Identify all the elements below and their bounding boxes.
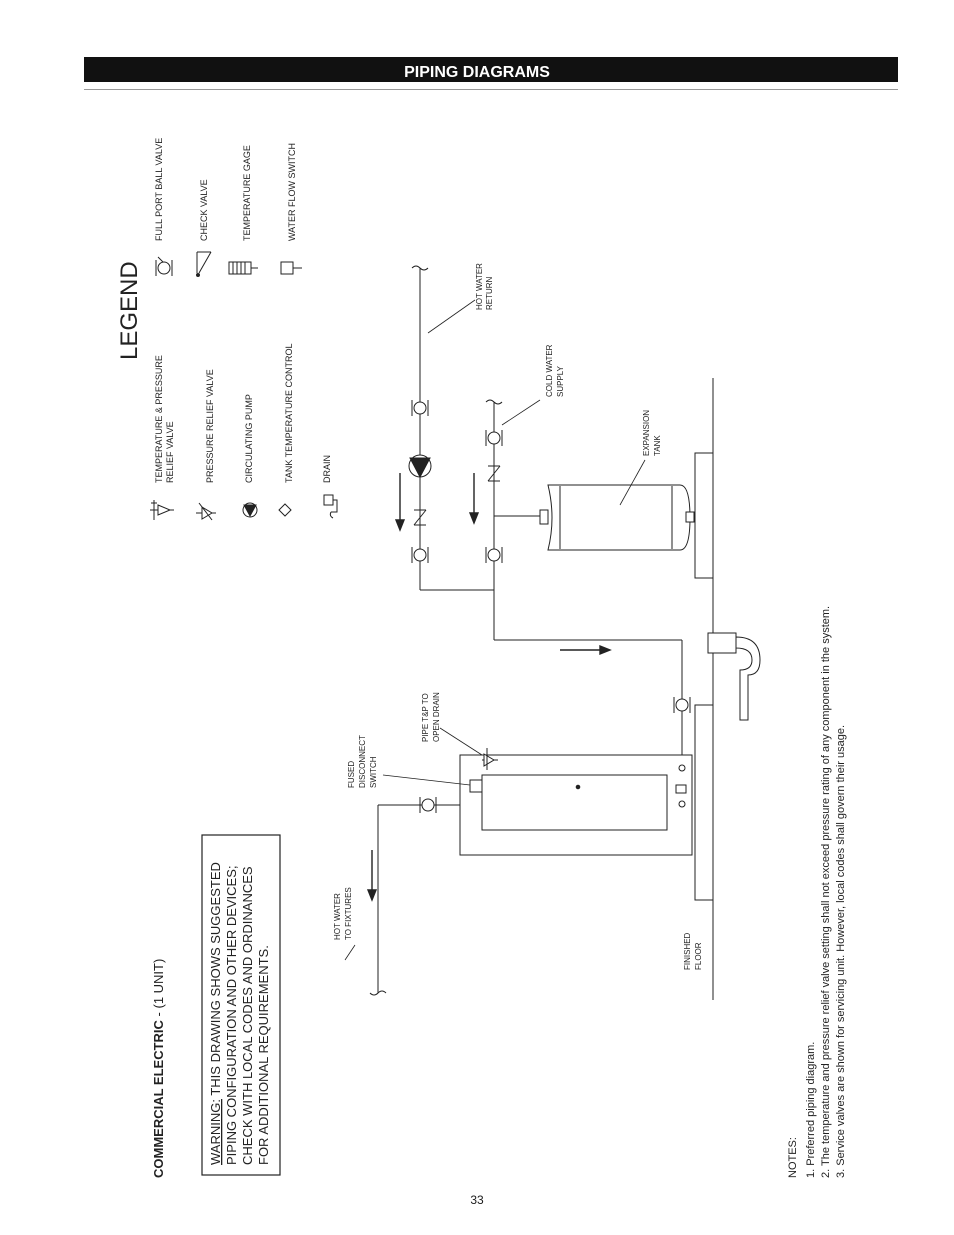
warning-line-1: WARNING: THIS DRAWING SHOWS SUGGESTED xyxy=(208,862,223,1165)
tank-control-icon xyxy=(279,504,291,516)
legend-label-tp-line2: RELIEF VALVE xyxy=(165,421,175,483)
legend-label-pump: CIRCULATING PUMP xyxy=(244,394,254,483)
ball-valve-icon xyxy=(420,797,436,813)
label-pipe-tp-2: OPEN DRAIN xyxy=(432,692,441,742)
pump-icon xyxy=(243,503,257,517)
pump-icon xyxy=(409,455,431,477)
label-cold-water-supply-1: COLD WATER xyxy=(545,344,554,397)
page-title: PIPING DIAGRAMS xyxy=(404,64,550,81)
floor-pads xyxy=(695,453,713,900)
page-number: 33 xyxy=(470,1193,484,1207)
legend-label-temp-gage: TEMPERATURE GAGE xyxy=(242,145,252,241)
flow-switch-icon xyxy=(281,262,302,274)
label-hot-water-return-2: RETURN xyxy=(485,276,494,310)
legend-label-prv: PRESSURE RELIEF VALVE xyxy=(205,369,215,483)
ball-valve-icon xyxy=(674,697,690,713)
legend-title: LEGEND xyxy=(116,261,143,360)
label-fused-switch-2: DISCONNECT xyxy=(358,735,367,788)
label-hot-water-fixtures-2: TO FIXTURES xyxy=(344,887,353,940)
label-pipe-tp-1: PIPE T&P TO xyxy=(421,693,430,742)
label-expansion-tank-2: TANK xyxy=(653,435,662,456)
note-3: 3. Service valves are shown for servicing unit. However, local codes shall govern their usage. xyxy=(835,724,847,1178)
legend-label-tank-control: TANK TEMPERATURE CONTROL xyxy=(284,343,294,483)
label-expansion-tank-1: EXPANSION xyxy=(642,409,651,456)
label-cold-water-supply-2: SUPPLY xyxy=(556,366,565,397)
note-2: 2. The temperature and pressure relief valve setting shall not exceed pressure rating of any component in the system. xyxy=(820,605,832,1178)
section-heading: COMMERCIAL ELECTRIC - (1 UNIT) xyxy=(151,958,166,1178)
notes-heading: NOTES: xyxy=(787,1137,799,1178)
warning-line-3: CHECK WITH LOCAL CODES AND ORDINANCES xyxy=(240,866,255,1165)
label-finished-floor-1: FINISHED xyxy=(683,932,692,970)
leader-lines xyxy=(345,300,645,960)
label-hot-water-return-1: HOT WATER xyxy=(475,263,484,310)
legend-label-check-valve: CHECK VALVE xyxy=(199,179,209,241)
water-heater xyxy=(460,755,692,855)
ball-valve-icon xyxy=(486,547,502,563)
ball-valve-icon xyxy=(486,430,502,446)
temp-gage-icon xyxy=(229,262,258,274)
warning-line-4: FOR ADDITIONAL REQUIREMENTS. xyxy=(256,945,271,1165)
label-hot-water-fixtures-1: HOT WATER xyxy=(333,893,342,940)
ball-valve-icon xyxy=(412,400,428,416)
label-fused-switch-3: SWITCH xyxy=(369,756,378,788)
legend-label-ball-valve: FULL PORT BALL VALVE xyxy=(154,137,164,241)
drain-trap xyxy=(708,633,760,720)
label-fused-switch-1: FUSED xyxy=(347,760,356,788)
check-valve-icon xyxy=(197,252,212,277)
legend-label-drain: DRAIN xyxy=(322,454,332,483)
legend-label-tp-line1: TEMPERATURE & PRESSURE xyxy=(154,355,164,483)
tp-valve-icon xyxy=(150,500,174,520)
drain-icon xyxy=(324,495,337,518)
legend-label-flow-switch: WATER FLOW SWITCH xyxy=(287,143,297,241)
note-1: 1. Preferred piping diagram. xyxy=(805,1041,817,1178)
ball-valve-icon xyxy=(156,257,172,276)
label-finished-floor-2: FLOOR xyxy=(694,942,703,970)
pressure-relief-icon xyxy=(196,503,216,520)
warning-line-2: PIPING CONFIGURATION AND OTHER DEVICES; xyxy=(224,865,239,1165)
expansion-tank xyxy=(540,485,694,550)
ball-valve-icon xyxy=(412,547,428,563)
piping-lines xyxy=(370,266,713,1000)
